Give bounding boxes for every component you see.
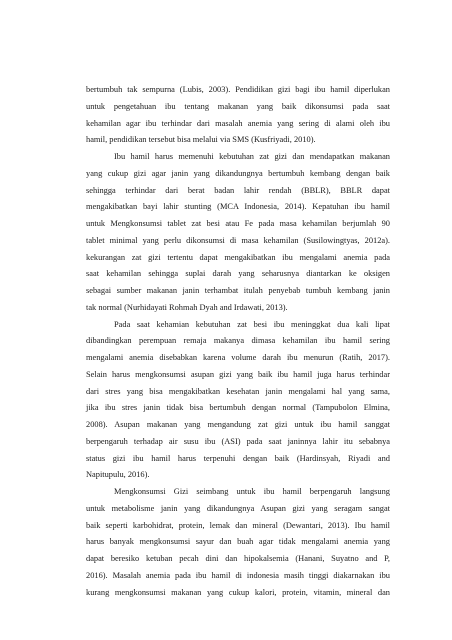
text-line: kurang mengkonsumsi makanan yang cukup kalori, protein, vitamin, mineral dan bbox=[86, 587, 390, 597]
text-line: Ibu hamil harus memenuhi kebutuhan zat gizi dan mendapatkan makanan bbox=[114, 152, 390, 161]
text-line: harus banyak mengkonsumsi sayur dan buah agar tidak mengalami anemia yang bbox=[86, 537, 390, 547]
text-line: dibandingkan perempuan remaja makanya dimasa kehamilan ibu hamil sering bbox=[86, 336, 390, 346]
text-line: hamil, pendidikan tersebut bisa melalui via SMS (Kusfriyadi, 2010). bbox=[86, 135, 316, 145]
text-line: tablet minimal yang perlu dikonsumsi di masa kehamilan (Susilowingtyas, 2012a). bbox=[86, 235, 390, 245]
text-line: kekurangan zat gizi tertentu dapat mengakibatkan ibu mengalami anemia pada bbox=[86, 252, 390, 262]
text-line: untuk pengetahuan ibu tentang makanan yang baik dikonsumsi pada saat bbox=[86, 101, 390, 111]
text-line: mengalami anemia disebabkan karena volume darah ibu menurun (Ratih, 2017). bbox=[86, 353, 390, 362]
text-line: Mengkonsumsi Gizi seimbang untuk ibu hamil berpengaruh langsung bbox=[114, 487, 390, 496]
text-line: untuk metabolisme janin yang dikandungnya Asupan gizi yang seragam sangat bbox=[86, 503, 390, 513]
text-line: dari stres yang bisa mengakibatkan kesehatan janin mengalami hal yang sama, bbox=[86, 386, 390, 396]
text-line: sehingga terhindar dari berat badan lahir rendah (BBLR), BBLR dapat bbox=[86, 185, 390, 195]
text-line: 2016). Masalah anemia pada ibu hamil di indonesia masih tinggi diakarnakan ibu bbox=[86, 570, 390, 580]
text-line: mengakibatkan bayi lahir stunting (MCA Indonesia, 2014). Kepatuhan ibu hamil bbox=[86, 202, 390, 212]
paragraph-p3 bbox=[86, 317, 390, 485]
text-line: Pada saat kehamian kebutuhan zat besi ibu meninggkat dua kali lipat bbox=[114, 319, 390, 329]
text-line: yang cukup gizi agar janin yang dikandungnya bertumbuh kembang dengan baik bbox=[86, 168, 390, 178]
document-body bbox=[86, 82, 390, 601]
text-line: sebagai sumber makanan janin terhambat itulah penyebab tumbuh kembang janin bbox=[86, 286, 390, 295]
text-line: untuk Mengkonsumsi tablet zat besi atau Fe pada masa kehamilan berjumlah 90 bbox=[86, 219, 390, 228]
paragraph-p2 bbox=[86, 149, 390, 317]
text-line: status gizi ibu hamil harus terpenuhi dengan baik (Hardinsyah, Riyadi and bbox=[86, 453, 390, 463]
paragraph-p1 bbox=[86, 82, 390, 149]
text-line: bertumbuh tak sempurna (Lubis, 2003). Pendidikan gizi bagi ibu hamil diperlukan bbox=[86, 85, 390, 94]
text-line: dapat beresiko ketuban pecah dini dan hipokalsemia (Hanani, Suyatno and P, bbox=[86, 554, 390, 563]
paragraph-p4 bbox=[86, 484, 390, 601]
text-line: berpengaruh terhadap air susu ibu (ASI) pada saat janinnya lahir itu sebabnya bbox=[86, 436, 390, 446]
text-line: baik seperti karbohidrat, protein, lemak dan mineral (Dewantari, 2013). Ibu hamil bbox=[86, 520, 390, 530]
text-line: 2008). Asupan makanan yang mengandung zat gizi untuk ibu hamil sanggat bbox=[86, 420, 390, 429]
text-line: Selain harus mengkonsumsi asupan gizi yang baik ibu hamil juga harus terhindar bbox=[86, 369, 390, 379]
text-line: saat kehamilan sehingga suplai darah yang seharusnya diantarkan ke oksigen bbox=[86, 269, 390, 279]
text-line: tak normal (Nurhidayati Rohmah Dyah and Irdawati, 2013). bbox=[86, 302, 288, 312]
text-line: kehamilan agar ibu terhindar dari masalah anemia yang sering di alami oleh ibu bbox=[86, 118, 390, 128]
text-line: jika ibu stres janin tidak bisa bertumbuh dengan normal (Tampubolon Elmina, bbox=[86, 403, 390, 413]
text-line: Napitupulu, 2016). bbox=[86, 470, 150, 480]
